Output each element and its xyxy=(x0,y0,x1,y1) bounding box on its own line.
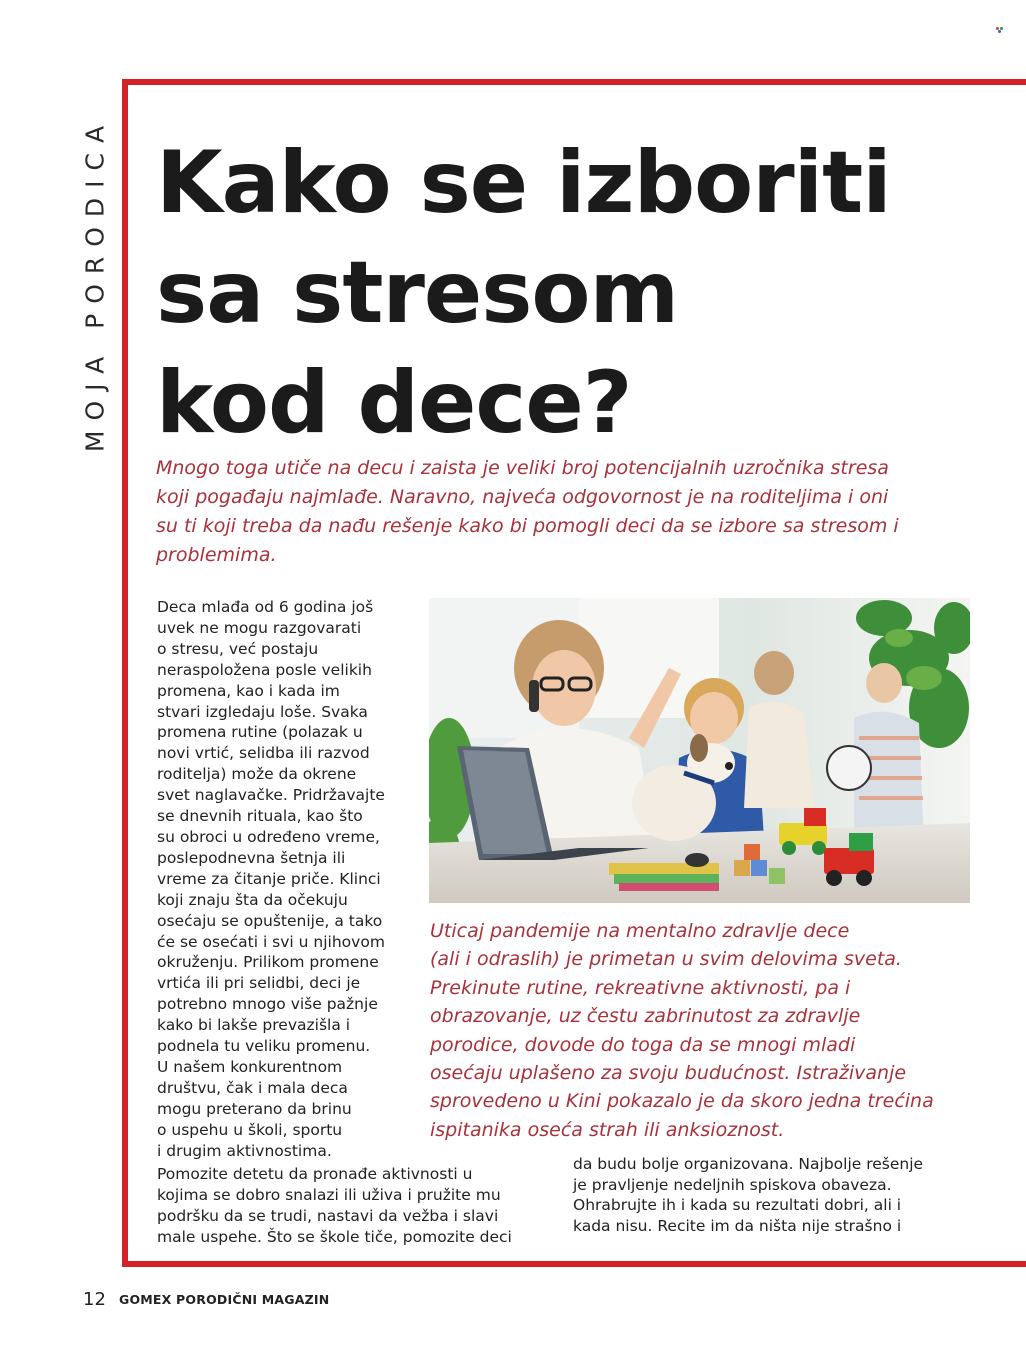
page-number: 12 xyxy=(83,1289,106,1310)
body-line: promena, kao i kada im xyxy=(157,681,340,700)
body-line: i drugim aktivnostima. xyxy=(157,1141,332,1160)
body-line: podnela tu veliku promenu. xyxy=(157,1037,371,1056)
body-line: Deca mlađa od 6 godina još xyxy=(157,598,374,616)
body-line: kako bi lakše prevazišla i xyxy=(157,1016,351,1035)
body-line: potrebno mnogo više pažnje xyxy=(157,995,378,1014)
body-line: male uspehe. Što se škole tiče, pomozite deci xyxy=(157,1228,512,1246)
body-line: koji znaju šta da očekuju xyxy=(157,890,348,909)
body-column-bottom-left xyxy=(157,1164,557,1248)
pull-quote-line: Uticaj pandemije na mentalno zdravlje dece xyxy=(430,920,850,942)
body-line: o uspehu u školi, sportu xyxy=(157,1120,343,1139)
lead-line: problemima. xyxy=(156,544,277,566)
body-line: je pravljenje nedeljnih spiskova obaveza. xyxy=(573,1175,892,1194)
pull-quote-line: osećaju uplašeno za svoju budućnost. Istraživanje xyxy=(430,1062,907,1085)
page-footer xyxy=(83,1289,329,1311)
lead-line: koji pogađaju najmlađe. Naravno, najveća odgovornost je na roditeljima i oni xyxy=(156,486,889,508)
section-label: MOJA PORODICA xyxy=(80,115,110,453)
body-column-left xyxy=(157,597,437,1161)
lead-line: Mnogo toga utiče na decu i zaista je veliki broj potencijalnih uzročnika stresa xyxy=(156,457,889,479)
body-line: stvari izgledaju loše. Svaka xyxy=(157,702,368,721)
body-line: kojima se dobro snalazi ili uživa i pružite mu xyxy=(157,1186,501,1204)
body-line: o stresu, već postaju xyxy=(157,639,319,658)
body-line: su obroci u određeno vreme, xyxy=(157,827,380,846)
pull-quote-line: (ali i odraslih) je primetan u svim delovima sveta. xyxy=(430,948,902,971)
body-line: se dnevnih rituala, kao što xyxy=(157,807,363,826)
body-column-right xyxy=(573,1154,953,1236)
pull-quote-line: sprovedeno u Kini pokazalo je da skoro jedna trećina xyxy=(430,1090,934,1113)
body-line: osećaju se opuštenije, a tako xyxy=(157,911,383,930)
body-line: kada nisu. Recite im da ništa nije strašno i xyxy=(573,1216,902,1235)
body-line: U našem konkurentnom xyxy=(157,1057,343,1076)
magazine-name: GOMEX PORODIČNI MAGAZIN xyxy=(119,1292,330,1307)
body-line: podršku da se trudi, nastavi da vežba i slavi xyxy=(157,1207,499,1225)
title-line: Kako se izboriti xyxy=(156,133,891,233)
pull-quote-line: porodice, dovode do toga da se mnogi mladi xyxy=(430,1033,856,1056)
lead-line: su ti koji treba da nađu rešenje kako bi pomogli deci da se izbore sa stresom i xyxy=(156,515,899,537)
body-line: poslepodnevna šetnja ili xyxy=(157,848,346,867)
lead-paragraph xyxy=(156,454,956,570)
body-line: Pomozite detetu da pronađe aktivnosti u xyxy=(157,1165,473,1183)
title-line: sa stresom xyxy=(156,243,679,343)
body-line: mogu preterano da brinu xyxy=(157,1099,352,1118)
body-line: svet naglavačke. Pridržavajte xyxy=(157,786,385,805)
body-line: neraspoložena posle velikih xyxy=(157,660,372,679)
pull-quote-line: ispitanika oseća strah ili anksioznost. xyxy=(430,1118,785,1141)
body-line: promena rutine (polazak u xyxy=(157,723,363,742)
pull-quote-line: obrazovanje, uz čestu zabrinutost za zdravlje xyxy=(430,1005,861,1028)
title-line: kod dece? xyxy=(156,353,632,453)
corner-logo-mark xyxy=(996,27,1006,33)
body-line: će se osećati i svi u njihovom xyxy=(157,932,385,951)
body-line: društvu, čak i mala deca xyxy=(157,1078,348,1097)
body-line: vrtića ili pri selidbi, deci je xyxy=(157,974,361,993)
body-line: vreme za čitanje priče. Klinci xyxy=(157,869,381,888)
body-line: roditelja) može da okrene xyxy=(157,765,357,784)
article-title xyxy=(156,128,976,458)
body-line: Ohrabrujte ih i kada su rezultati dobri, ali i xyxy=(573,1196,902,1214)
pull-quote-line: Prekinute rutine, rekreativne aktivnosti, pa i xyxy=(430,976,851,999)
body-line: da budu bolje organizovana. Najbolje rešenje xyxy=(573,1155,924,1173)
body-line: novi vrtić, selidba ili razvod xyxy=(157,744,370,763)
pull-quote xyxy=(430,917,970,1144)
body-line: okruženju. Prilikom promene xyxy=(157,953,379,972)
photo-family-home-office xyxy=(429,598,970,903)
body-line: uvek ne mogu razgovarati xyxy=(157,618,362,637)
